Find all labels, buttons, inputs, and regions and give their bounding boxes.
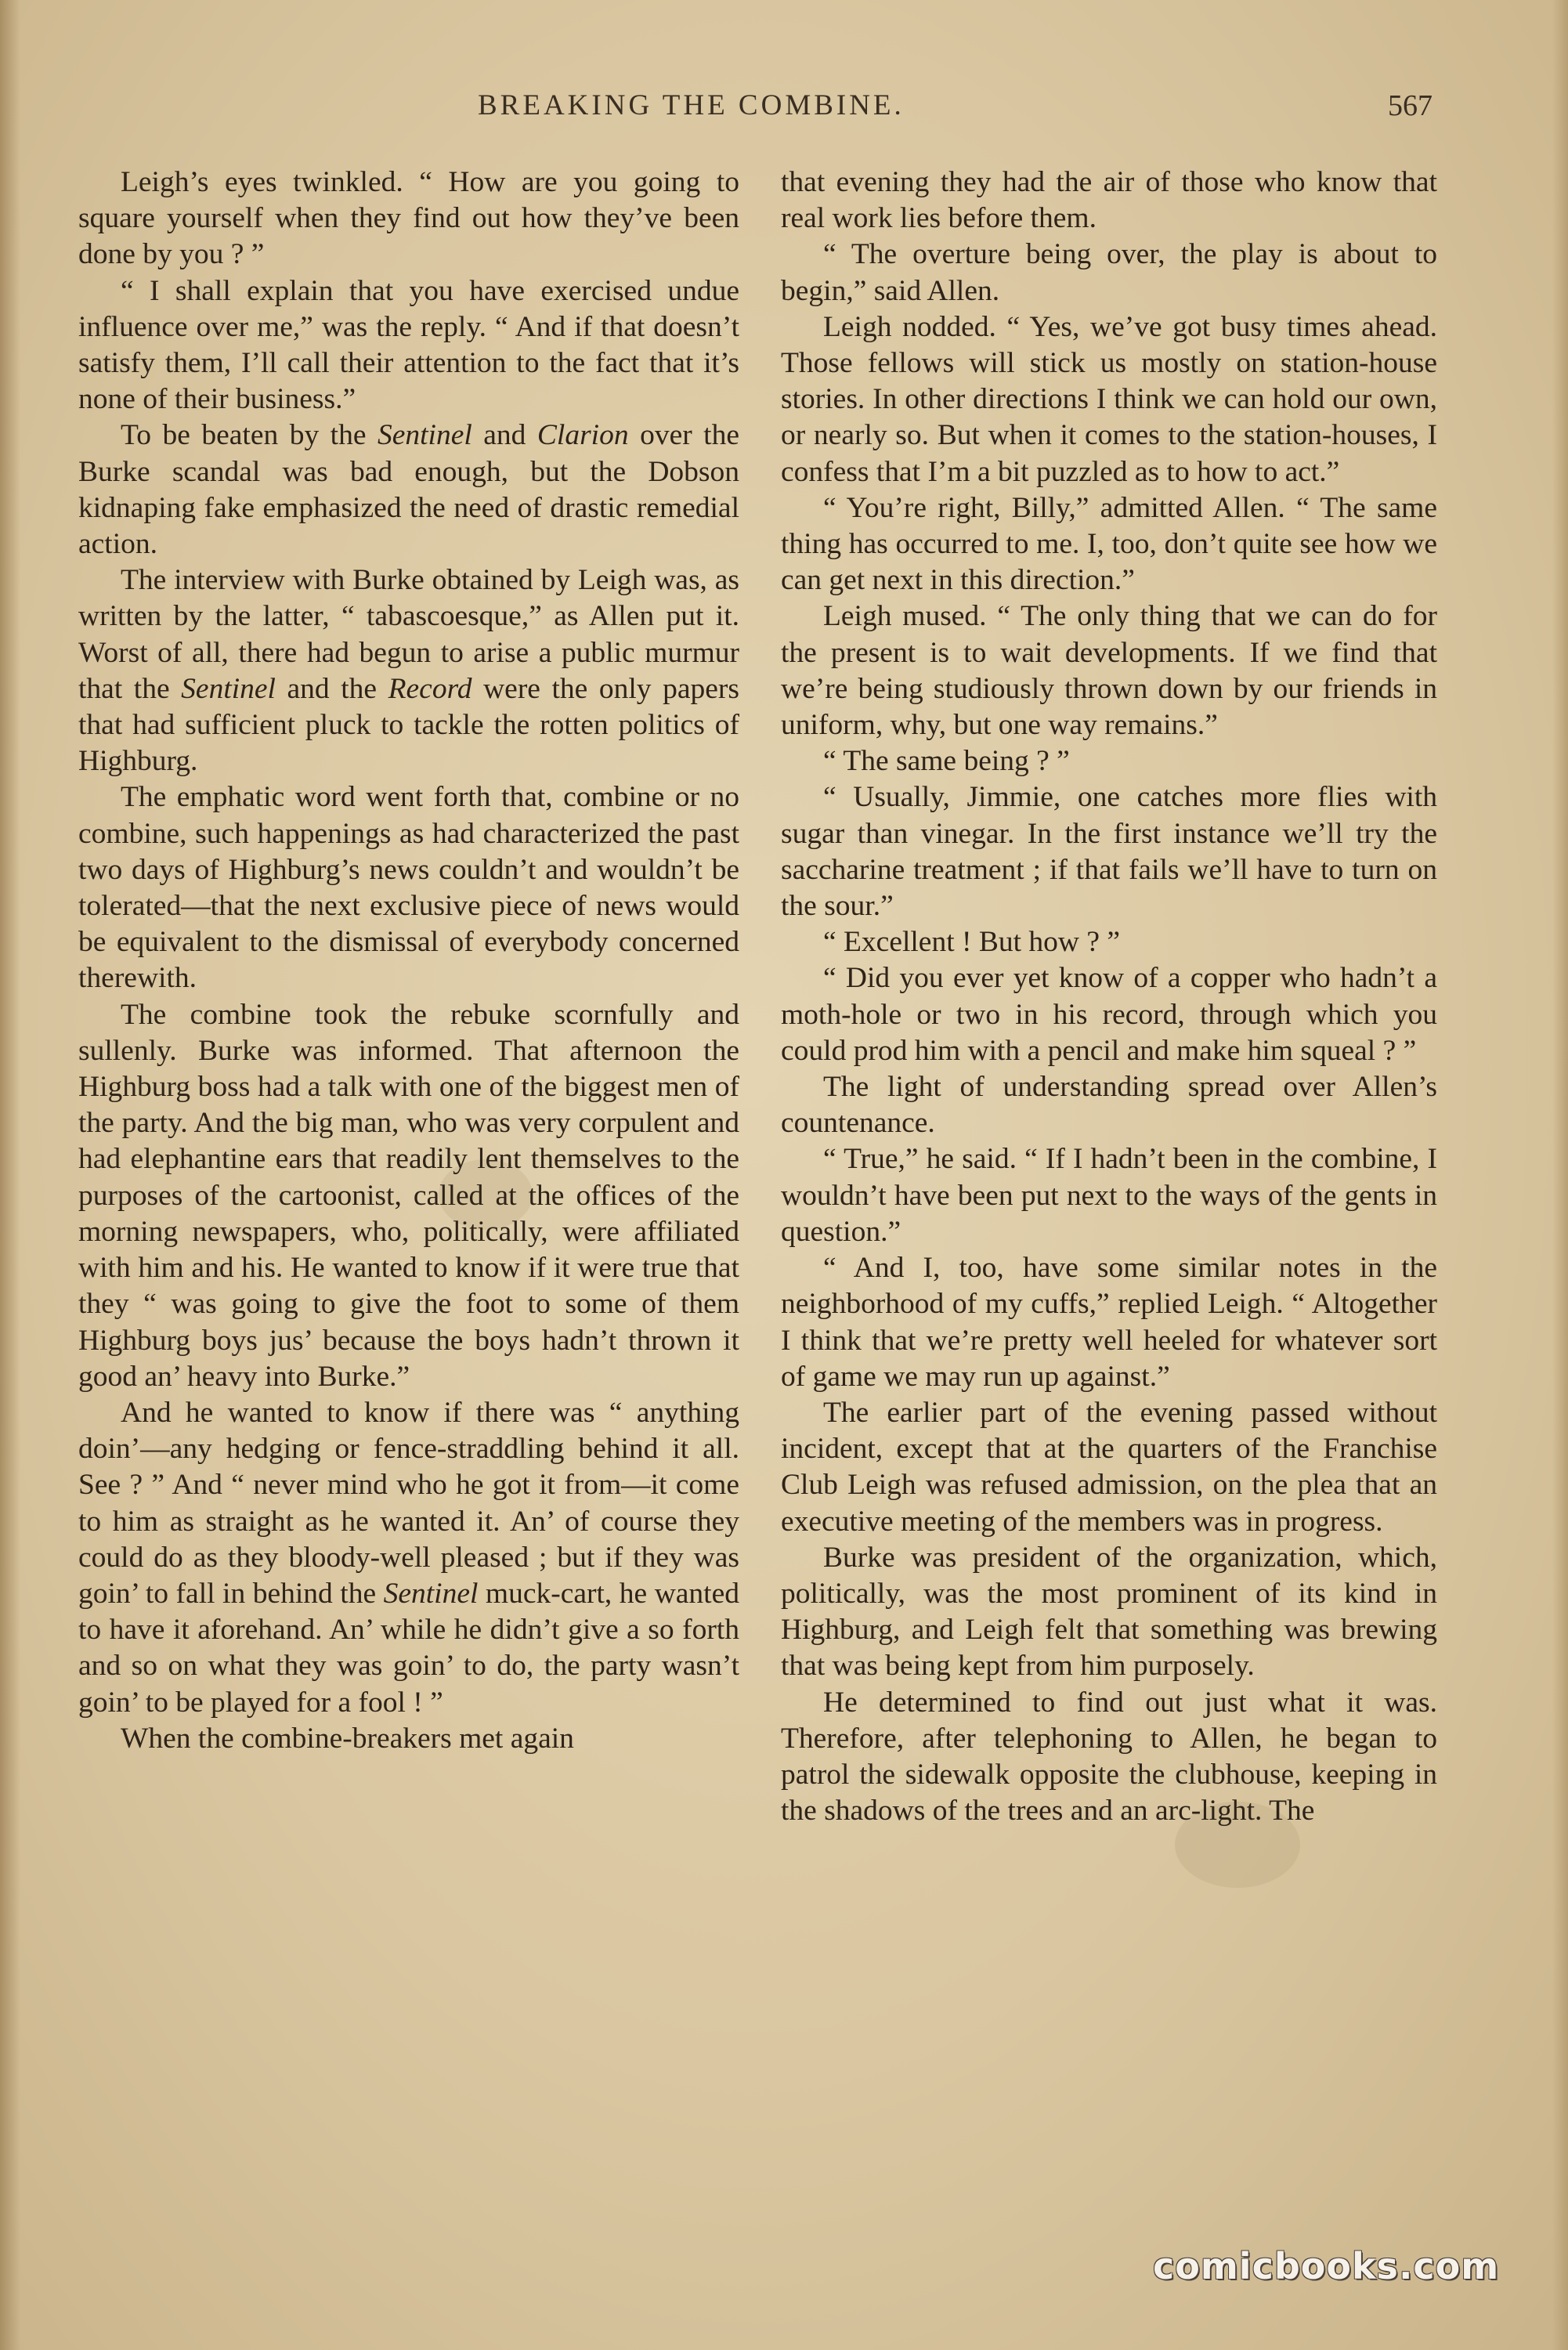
italic-title: Record (388, 672, 472, 705)
paragraph (78, 1721, 739, 1757)
text-run: were the only papers that had sufficient pluck to tackle the rotten politics of Highburg. (78, 672, 739, 778)
text-run: Leigh nodded. “ Yes, we’ve got busy times ahead. Those fellows will stick us mostly on station-house stories. In other directions I think we can hold our own, or nearly so. But when it comes to the station-houses, I confess that I’m a bit puzzled as to how to act.” (781, 310, 1437, 488)
paragraph (781, 309, 1437, 490)
text-run: Burke was president of the organization, which, politically, was the most prominent of its kind in Highburg, and Leigh felt that something was brewing that was being kept from him purposely. (781, 1541, 1437, 1683)
text-run: The combine took the rebuke scornfully and sullenly. Burke was informed. That afternoon the Highburg boss had a talk with one of the biggest men of the party. And the big man, who was very corpulent and had elephantine ears that readily lent themselves to the purposes of the cartoonist, called at the offices of the morning newspapers, who, politically, were affiliated with him and his. He wanted to know if it were true that they “ was going to give the foot to some of them Highburg boys jus’ because the boys hadn’t thrown it good an’ heavy into Burke.” (78, 998, 739, 1393)
text-run: and (471, 419, 537, 452)
text-run: “ Did you ever yet know of a copper who hadn’t a moth-hole or two in his record, through which you could prod him with a pencil and make him squeal ? ” (781, 962, 1437, 1067)
text-run: “ The same being ? ” (823, 745, 1070, 778)
text-run: The interview with Burke obtained by Leigh was, as written by the latter, “ tabascoesque,” as Allen put it. Worst of all, there had begun to arise a public murmur that the (78, 564, 739, 705)
text-run: “ You’re right, Billy,” admitted Allen. “ The same thing has occurred to me. I, too, don’t quite see how we can get next in this direction.” (781, 491, 1437, 597)
paragraph (781, 1540, 1437, 1685)
paragraph (781, 1069, 1437, 1141)
paragraph (781, 1141, 1437, 1250)
text-run: And he wanted to know if there was “ anything doin’—any hedging or fence-straddling behind it all. See ? ” And “ never mind who he got it from—it come to him as straight as he wanted it. An’ of course they could do as they bloody-well pleased ; but if they was goin’ to fall in behind the (78, 1396, 739, 1610)
paragraph (781, 1685, 1437, 1830)
paragraph (78, 1395, 739, 1721)
paragraph (781, 960, 1437, 1069)
text-column-left (78, 164, 739, 1757)
text-run: “ The overture being over, the play is about to begin,” said Allen. (781, 238, 1437, 307)
text-run: and the (275, 672, 388, 705)
watermark-logo: comicbooks.com (1153, 2245, 1500, 2287)
paragraph (78, 418, 739, 562)
page-number: 567 (1388, 89, 1433, 122)
paragraph (781, 743, 1437, 779)
text-run: “ Usually, Jimmie, one catches more flies with sugar than vinegar. In the first instance we’ll try the saccharine treatment ; if that fails we’ll have to turn on the sour.” (781, 781, 1437, 923)
paragraph (781, 1395, 1437, 1540)
text-run: that evening they had the air of those who know that real work lies before them. (781, 166, 1437, 235)
italic-title: Sentinel (383, 1577, 479, 1610)
text-run: muck-cart, he wanted to have it aforehand. An’ while he didn’t give a so forth and so on what they was goin’ to do, the party wasn’t goin’ to be played for a fool ! ” (78, 1577, 739, 1719)
paragraph (78, 997, 739, 1395)
paragraph (78, 164, 739, 273)
text-column-right (781, 164, 1437, 1829)
text-run: When the combine-breakers met again (121, 1722, 574, 1755)
paragraph (781, 237, 1437, 309)
text-run: “ Excellent ! But how ? ” (823, 926, 1121, 959)
text-run: “ I shall explain that you have exercised undue influence over me,” was the reply. “ And if that doesn’t satisfy them, I’ll call their attention to the fact that it’s none of their business.” (78, 274, 739, 416)
paragraph (781, 598, 1437, 743)
paragraph (781, 779, 1437, 924)
paragraph (781, 1250, 1437, 1395)
text-run: The emphatic word went forth that, combine or no combine, such happenings as had characterized the past two days of Highburg’s news couldn’t and wouldn’t be tolerated—that the next exclusive piece of news would be equivalent to the dismissal of everybody concerned therewith. (78, 781, 739, 995)
running-head: BREAKING THE COMBINE. (478, 89, 905, 121)
text-run: The earlier part of the evening passed without incident, except that at the quarters of the Franchise Club Leigh was refused admission, on the plea that an executive meeting of the members was in progress. (781, 1396, 1437, 1538)
text-run: To be beaten by the (121, 419, 378, 452)
italic-title: Sentinel (181, 672, 276, 705)
paragraph (78, 562, 739, 779)
italic-title: Sentinel (377, 419, 472, 452)
text-run: He determined to find out just what it was. Therefore, after telephoning to Allen, he began to patrol the sidewalk opposite the clubhouse, keeping in the shadows of the trees and an arc-light. The (781, 1686, 1437, 1828)
text-run: Leigh’s eyes twinkled. “ How are you going to square yourself when they find out how they’ve been done by you ? ” (78, 166, 739, 271)
paragraph (781, 490, 1437, 599)
paragraph (78, 779, 739, 996)
italic-title: Clarion (537, 419, 629, 452)
text-run: over the Burke scandal was bad enough, but the Dobson kidnaping fake emphasized the need of drastic remedial action. (78, 419, 739, 561)
text-run: Leigh mused. “ The only thing that we can do for the present is to wait developments. If we find that we’re being studiously thrown down by our friends in uniform, why, but one way remains.” (781, 600, 1437, 742)
paragraph (781, 164, 1437, 237)
text-run: “ And I, too, have some similar notes in the neighborhood of my cuffs,” replied Leigh. “ Altogether I think that we’re pretty well heeled for whatever sort of game we may run up against.” (781, 1252, 1437, 1393)
text-run: “ True,” he said. “ If I hadn’t been in the combine, I wouldn’t have been put next to the ways of the gents in question.” (781, 1143, 1437, 1248)
text-run: The light of understanding spread over Allen’s countenance. (781, 1071, 1437, 1140)
paragraph (78, 273, 739, 418)
paragraph (781, 924, 1437, 960)
